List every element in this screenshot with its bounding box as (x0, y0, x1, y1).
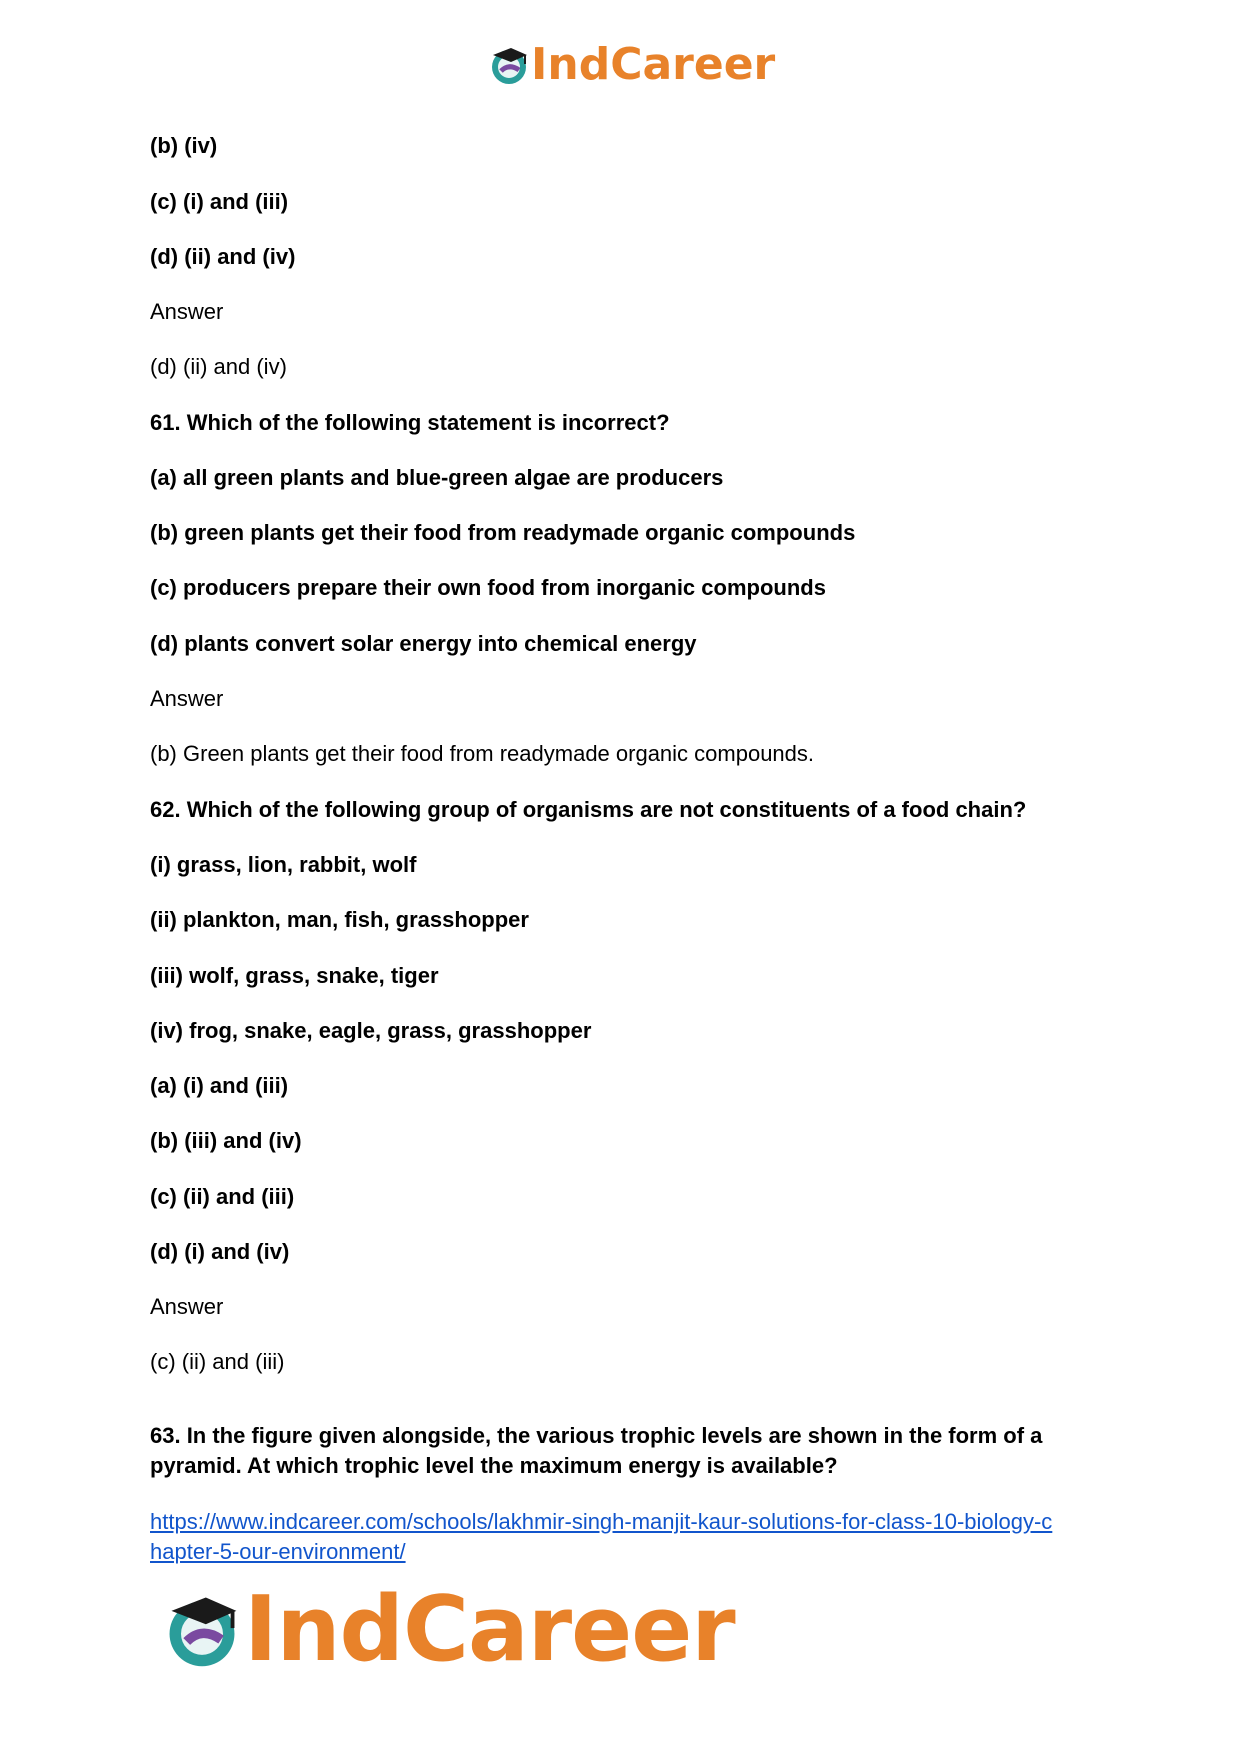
doc-line: (d) (ii) and (iv) (150, 354, 287, 379)
doc-line: (a) all green plants and blue-green algae are producers (150, 465, 724, 490)
question-63-line-1: 63. In the figure given alongside, the various trophic levels are shown in the form of a (150, 1423, 1043, 1448)
footer-logo (160, 1577, 735, 1682)
doc-line: Answer (150, 686, 224, 711)
doc-line: 61. Which of the following statement is incorrect? (150, 410, 670, 435)
source-link-line-2: hapter-5-our-environment/ (150, 1539, 406, 1564)
doc-line: (i) grass, lion, rabbit, wolf (150, 852, 417, 877)
doc-line: 62. Which of the following group of organisms are not constituents of a food chain? (150, 797, 1027, 822)
doc-line: (b) Green plants get their food from readymade organic compounds. (150, 741, 815, 766)
question-63 (150, 1421, 1110, 1481)
doc-line: (a) (i) and (iii) (150, 1073, 289, 1098)
doc-line: (iv) frog, snake, eagle, grass, grasshopper (150, 1018, 592, 1043)
doc-line: (d) plants convert solar energy into chemical energy (150, 631, 697, 656)
source-link[interactable] (150, 1507, 1110, 1567)
doc-line: (b) (iv) (150, 133, 218, 158)
doc-line: (c) (ii) and (iii) (150, 1184, 295, 1209)
doc-line: Answer (150, 299, 224, 324)
doc-line: (c) producers prepare their own food from inorganic compounds (150, 575, 826, 600)
doc-line: Answer (150, 1294, 224, 1319)
doc-line: (ii) plankton, man, fish, grasshopper (150, 907, 529, 932)
doc-line: (b) green plants get their food from readymade organic compounds (150, 520, 856, 545)
doc-line: (c) (ii) and (iii) (150, 1349, 285, 1374)
logo-text: IndCareer (244, 1577, 735, 1682)
doc-line: (d) (ii) and (iv) (150, 244, 296, 269)
doc-line: (b) (iii) and (iv) (150, 1128, 302, 1153)
logo-text: IndCareer (531, 39, 776, 90)
doc-line: (d) (i) and (iv) (150, 1239, 290, 1264)
doc-line: (c) (i) and (iii) (150, 189, 289, 214)
doc-line: (iii) wolf, grass, snake, tiger (150, 963, 439, 988)
graduation-cap-globe-icon (160, 1588, 244, 1672)
question-63-line-2: pyramid. At which trophic level the maximum energy is available? (150, 1453, 838, 1478)
source-link-line-1: https://www.indcareer.com/schools/lakhmir-singh-manjit-kaur-solutions-for-class-10-biology-c (150, 1509, 1053, 1534)
graduation-cap-globe-icon (487, 43, 531, 87)
header-logo (487, 40, 775, 90)
